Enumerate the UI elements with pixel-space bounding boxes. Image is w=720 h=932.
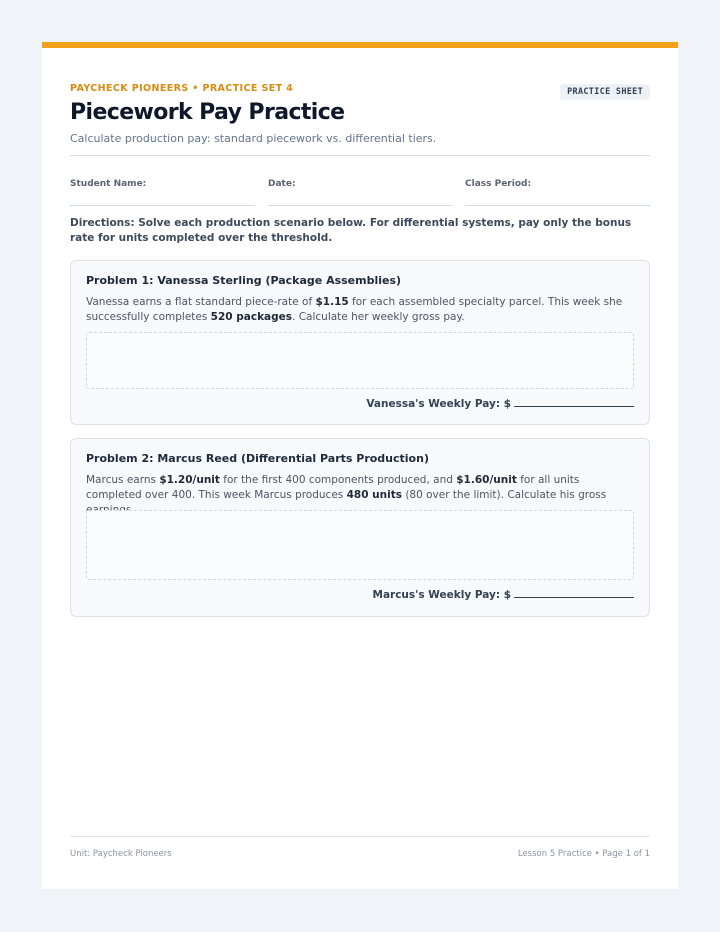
page-subtitle: Calculate production pay: standard piecework vs. differential tiers. bbox=[70, 132, 437, 145]
worksheet-page bbox=[42, 42, 678, 889]
problem-2-answer[interactable] bbox=[373, 587, 635, 601]
problem-2-quantity: 480 units bbox=[346, 489, 402, 501]
problem-1-title: Problem 1: Vanessa Sterling (Package Assemblies) bbox=[86, 274, 402, 287]
problem-1-answer-line[interactable] bbox=[514, 396, 634, 407]
problem-2-title: Problem 2: Marcus Reed (Differential Parts Production) bbox=[86, 452, 429, 465]
student-name-field[interactable] bbox=[70, 171, 255, 206]
practice-sheet-badge: PRACTICE SHEET bbox=[560, 84, 650, 100]
class-period-field[interactable] bbox=[465, 171, 650, 206]
footer-divider bbox=[70, 836, 650, 837]
problem-1-work-area[interactable] bbox=[86, 332, 634, 389]
problem-1-rate: $1.15 bbox=[315, 296, 349, 308]
problem-card-2 bbox=[70, 438, 650, 617]
student-name-label: Student Name: bbox=[70, 179, 147, 189]
student-info-fields bbox=[70, 171, 650, 207]
footer-page-info: Lesson 5 Practice • Page 1 of 1 bbox=[517, 849, 650, 859]
series-label: PAYCHECK PIONEERS • PRACTICE SET 4 bbox=[70, 83, 294, 94]
page-title: Piecework Pay Practice bbox=[70, 100, 345, 125]
problem-2-text: Marcus earns $1.20/unit for the first 400 components produced, and $1.60/unit for all units completed over 400. This week Marcus produces 480 units (80 over the limit). Calculate his gross bbox=[86, 474, 607, 501]
class-period-label: Class Period: bbox=[465, 179, 532, 189]
date-field[interactable] bbox=[268, 171, 453, 206]
problem-1-quantity: 520 packages bbox=[210, 311, 293, 323]
problem-card-1 bbox=[70, 260, 650, 425]
problem-2-base-rate: $1.20/unit bbox=[159, 474, 220, 486]
problem-1-answer-label: Vanessa's Weekly Pay: $ bbox=[366, 398, 511, 410]
directions-text: Directions: Solve each production scenario below. For differential systems, pay only the bonus rate for units completed over the threshold. bbox=[70, 217, 632, 244]
problem-1-answer[interactable] bbox=[366, 396, 634, 410]
problem-2-answer-label: Marcus's Weekly Pay: $ bbox=[372, 589, 511, 601]
problem-2-work-area[interactable] bbox=[86, 510, 634, 580]
header-divider bbox=[70, 155, 650, 156]
problem-2-answer-line[interactable] bbox=[514, 587, 634, 598]
problem-1-text: Vanessa earns a flat standard piece-rate of $1.15 for each assembled specialty parcel. This week she successfully completes 520 packages. Calculate her weekly gross pay. bbox=[86, 296, 623, 323]
footer-unit: Unit: Paycheck Pioneers bbox=[70, 849, 172, 859]
date-label: Date: bbox=[268, 179, 296, 189]
problem-2-bonus-rate: $1.60/unit bbox=[456, 474, 517, 486]
